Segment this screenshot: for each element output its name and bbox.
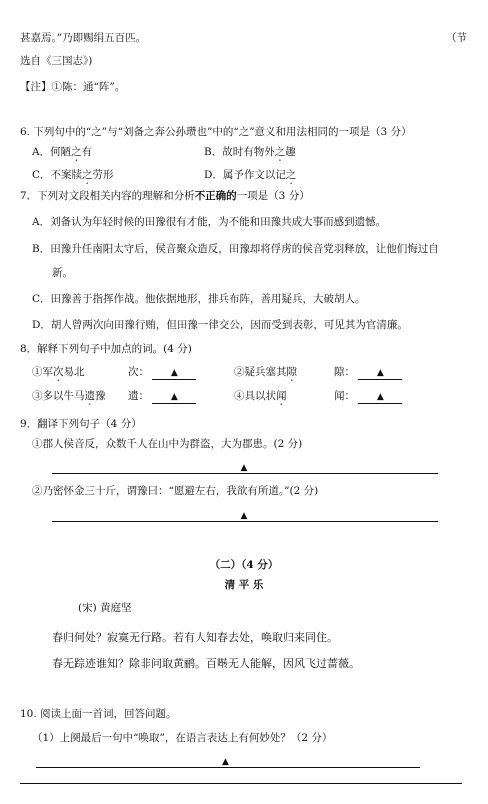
q8-item-4: ④具以状闻 [234,390,287,402]
q7-option-a: A．刘备认为年轻时候的田豫很有才能，为不能和田豫共成大事而感到遗憾。 [32,216,387,228]
q8-item-3: ③多以牛马遗豫 [32,390,106,402]
answer-line[interactable] [20,783,462,784]
q9-sentence-2: ②乃密怀金三十斤，谓豫曰：“愿避左右，我欲有所道。”(2 分) [32,485,319,497]
q6-stem: 6. 下列句中的“之”与“刘备之奔公孙瓒也”中的“之”意义和用法相同的一项是（3 分） [20,126,412,138]
section-header: （二）（4 分） [209,559,279,571]
q7-option-b-line2: 新。 [52,267,73,279]
q8-item-1-answer: 次： ▲ [128,365,196,380]
q9-stem: 9．翻译下列句子（4 分） [20,418,142,430]
q6-option-a: A．何陋之有 [32,146,93,158]
q8-item-2: ②疑兵塞其隙 [234,366,297,378]
q10-sub-question-1: （1）上阕最后一句中“唤取”，在语言表达上有何妙处？（2 分） [32,732,333,744]
answer-line[interactable] [52,521,438,522]
answer-blank[interactable]: ▲ [358,390,402,404]
poem-author: (宋) 黄庭坚 [78,602,132,614]
q8-item-1: ①军次易北 [32,366,85,378]
source-note: 选自《三国志》) [20,55,93,67]
q7-option-b-line1: B．田豫升任南阳太守后，侯音聚众造反，田豫却将俘虏的侯音党羽释放，让他们悔过自 [32,243,439,255]
q8-item-4-answer: 闻： ▲ [334,389,402,404]
q9-sentence-1: ①郡人侯音反，众数千人在山中为群盗，大为郡患。(2 分) [32,438,303,450]
answer-line[interactable] [52,473,438,474]
poem-line-1: 春归何处？寂寞无行路。若有人知春去处，唤取归来同住。 [52,631,338,644]
q6-option-d: D．属予作文以记之 [204,169,297,181]
q10-stem: 10. 阅读上面一首词，回答问题。 [20,708,177,720]
q8-stem: 8．解释下列句子中加点的词。(4 分) [20,343,192,355]
q7-option-c: C．田豫善于指挥作战。他依据地形，排兵布阵，善用疑兵，大破胡人。 [32,293,366,305]
q8-item-3-answer: 遗： ▲ [128,389,196,404]
q7-stem: 7．下列对文段相关内容的理解和分析不正确的一项是（3 分） [20,190,310,202]
q8-item-2-answer: 隙： ▲ [334,365,402,380]
answer-mark: ▲ [222,757,229,767]
answer-mark: ▲ [240,463,248,473]
answer-blank[interactable]: ▲ [152,366,196,380]
passage-ending: 甚嘉焉。”乃即赐绢五百匹。 [20,32,147,44]
poem-line-2: 春无踪迹谁知？除非问取黄鹂。百啭无人能解，因风飞过蔷薇。 [52,657,360,670]
poem-title: 清 平 乐 [224,579,264,591]
q6-option-b: B．故时有物外之趣 [204,146,296,158]
answer-mark: ▲ [240,511,248,521]
q7-option-d: D．胡人曾两次向田豫行贿，但田豫一律交公，因而受到表彰，可见其为官清廉。 [32,319,408,331]
answer-blank[interactable]: ▲ [152,390,196,404]
source-note-start: （节 [446,32,467,44]
annotation-note: 【注】①陈：通“阵”。 [20,81,126,93]
answer-line[interactable] [36,767,420,768]
answer-blank[interactable]: ▲ [358,366,402,380]
q6-option-c: C．不案牍之劳形 [32,169,114,181]
